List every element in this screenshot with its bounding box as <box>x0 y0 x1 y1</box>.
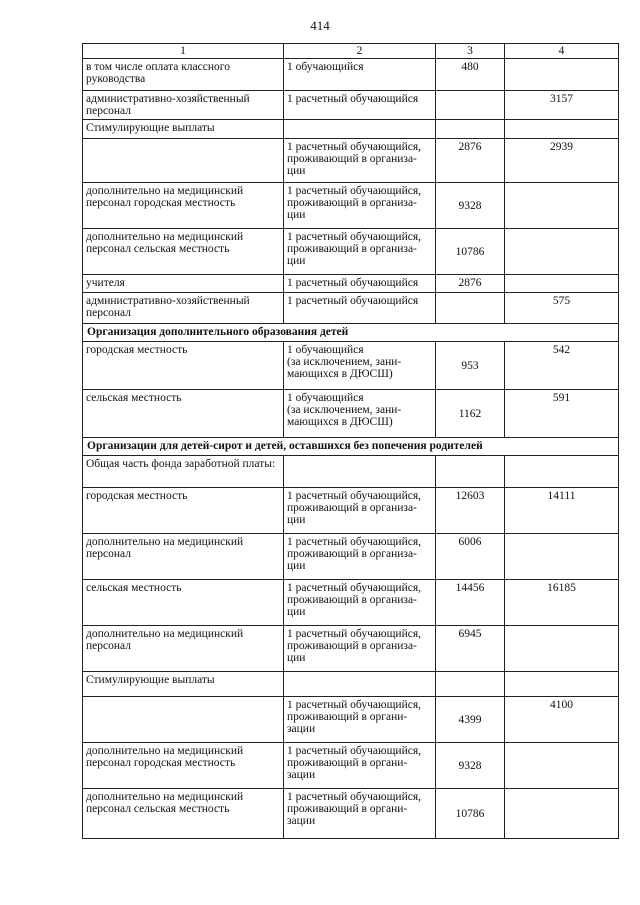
table-row <box>83 229 619 275</box>
value-col4-cell <box>505 743 619 789</box>
table-body <box>83 59 619 839</box>
value-col4-cell: 542 <box>505 342 619 390</box>
header-row <box>83 44 619 59</box>
unit-cell: 1 расчетный обучающийся, проживающий в организа-ции <box>284 139 436 183</box>
unit-cell: 1 обучающийся (за исключением, зани-мающихся в ДЮСШ) <box>284 390 436 438</box>
value-col4-cell <box>505 120 619 139</box>
value-col3-cell: 10786 <box>436 229 505 275</box>
unit-cell: 1 расчетный обучающийся <box>284 293 436 324</box>
value-col3-cell: 10786 <box>436 789 505 839</box>
value-col3-cell: 953 <box>436 342 505 390</box>
table-row <box>83 342 619 390</box>
value-col4-cell <box>505 229 619 275</box>
unit-cell: 1 расчетный обучающийся <box>284 91 436 120</box>
unit-cell: 1 расчетный обучающийся, проживающий в органи-зации <box>284 789 436 839</box>
value-col4-cell <box>505 672 619 697</box>
indicator-cell: в том числе оплата классного руководства <box>83 59 284 91</box>
table-row <box>83 534 619 580</box>
indicator-cell: дополнительно на медицинский персонал городская местность <box>83 743 284 789</box>
indicator-cell: административно-хозяйственный персонал <box>83 91 284 120</box>
value-col4-cell <box>505 183 619 229</box>
value-col4-cell <box>505 626 619 672</box>
indicator-cell: административно-хозяйственный персонал <box>83 293 284 324</box>
value-col3-cell <box>436 91 505 120</box>
value-col3-cell: 2876 <box>436 275 505 293</box>
section-title: Организации для детей-сирот и детей, оставшихся без попечения родителей <box>83 438 619 456</box>
value-col3-cell <box>436 120 505 139</box>
unit-cell: 1 расчетный обучающийся, проживающий в органи-зации <box>284 697 436 743</box>
value-col4-cell: 591 <box>505 390 619 438</box>
indicator-cell: сельская местность <box>83 580 284 626</box>
unit-cell <box>284 456 436 488</box>
indicator-cell: дополнительно на медицинский персонал городская местность <box>83 183 284 229</box>
table-row <box>83 697 619 743</box>
value-col4-cell <box>505 789 619 839</box>
unit-cell: 1 расчетный обучающийся, проживающий в организа-ции <box>284 534 436 580</box>
value-col4-cell: 3157 <box>505 91 619 120</box>
table-row <box>83 580 619 626</box>
value-col3-cell: 6006 <box>436 534 505 580</box>
value-col3-cell: 14456 <box>436 580 505 626</box>
header-col-2: 2 <box>284 44 436 59</box>
unit-cell: 1 расчетный обучающийся, проживающий в организа-ции <box>284 488 436 534</box>
table-row <box>83 390 619 438</box>
value-col3-cell <box>436 456 505 488</box>
unit-cell <box>284 120 436 139</box>
indicator-cell: Стимулирующие выплаты <box>83 120 284 139</box>
unit-cell: 1 расчетный обучающийся, проживающий в органи-зации <box>284 743 436 789</box>
standards-table <box>82 43 619 839</box>
value-col4-cell <box>505 534 619 580</box>
section-title: Организация дополнительного образования детей <box>83 324 619 342</box>
section-header-row <box>83 438 619 456</box>
table-row <box>83 183 619 229</box>
value-col3-cell <box>436 672 505 697</box>
indicator-cell: учителя <box>83 275 284 293</box>
indicator-cell <box>83 697 284 743</box>
value-col4-cell <box>505 456 619 488</box>
indicator-cell: Стимулирующие выплаты <box>83 672 284 697</box>
page-number: 414 <box>310 18 330 33</box>
table-row <box>83 91 619 120</box>
value-col4-cell: 575 <box>505 293 619 324</box>
value-col3-cell: 480 <box>436 59 505 91</box>
value-col3-cell: 12603 <box>436 488 505 534</box>
value-col3-cell: 2876 <box>436 139 505 183</box>
unit-cell <box>284 672 436 697</box>
value-col3-cell: 9328 <box>436 183 505 229</box>
unit-cell: 1 расчетный обучающийся, проживающий в организа-ции <box>284 580 436 626</box>
unit-cell: 1 обучающийся <box>284 59 436 91</box>
value-col3-cell: 4399 <box>436 697 505 743</box>
value-col3-cell: 1162 <box>436 390 505 438</box>
unit-cell: 1 расчетный обучающийся, проживающий в организа-ции <box>284 626 436 672</box>
value-col3-cell: 6945 <box>436 626 505 672</box>
table-row <box>83 789 619 839</box>
indicator-cell: дополнительно на медицинский персонал сельская местность <box>83 229 284 275</box>
value-col4-cell: 4100 <box>505 697 619 743</box>
table-row <box>83 672 619 697</box>
indicator-cell: дополнительно на медицинский персонал <box>83 534 284 580</box>
header-col-3: 3 <box>436 44 505 59</box>
indicator-cell <box>83 139 284 183</box>
unit-cell: 1 обучающийся (за исключением, зани-мающихся в ДЮСШ) <box>284 342 436 390</box>
indicator-cell: дополнительно на медицинский персонал <box>83 626 284 672</box>
table-row <box>83 743 619 789</box>
indicator-cell: городская местность <box>83 488 284 534</box>
unit-cell: 1 расчетный обучающийся, проживающий в организа-ции <box>284 229 436 275</box>
table-row <box>83 626 619 672</box>
unit-cell: 1 расчетный обучающийся, проживающий в организа-ции <box>284 183 436 229</box>
value-col4-cell: 16185 <box>505 580 619 626</box>
indicator-cell: сельская местность <box>83 390 284 438</box>
value-col4-cell <box>505 275 619 293</box>
value-col4-cell <box>505 59 619 91</box>
value-col3-cell: 9328 <box>436 743 505 789</box>
header-col-4: 4 <box>505 44 619 59</box>
table-row <box>83 59 619 91</box>
unit-cell: 1 расчетный обучающийся <box>284 275 436 293</box>
indicator-cell: дополнительно на медицинский персонал сельская местность <box>83 789 284 839</box>
table-row <box>83 120 619 139</box>
value-col3-cell <box>436 293 505 324</box>
indicator-cell: городская местность <box>83 342 284 390</box>
header-col-1: 1 <box>83 44 284 59</box>
table-row <box>83 275 619 293</box>
indicator-cell: Общая часть фонда заработной платы: <box>83 456 284 488</box>
value-col4-cell: 2939 <box>505 139 619 183</box>
table-row <box>83 293 619 324</box>
value-col4-cell: 14111 <box>505 488 619 534</box>
table-row <box>83 488 619 534</box>
table-row <box>83 139 619 183</box>
table-row <box>83 456 619 488</box>
section-header-row <box>83 324 619 342</box>
